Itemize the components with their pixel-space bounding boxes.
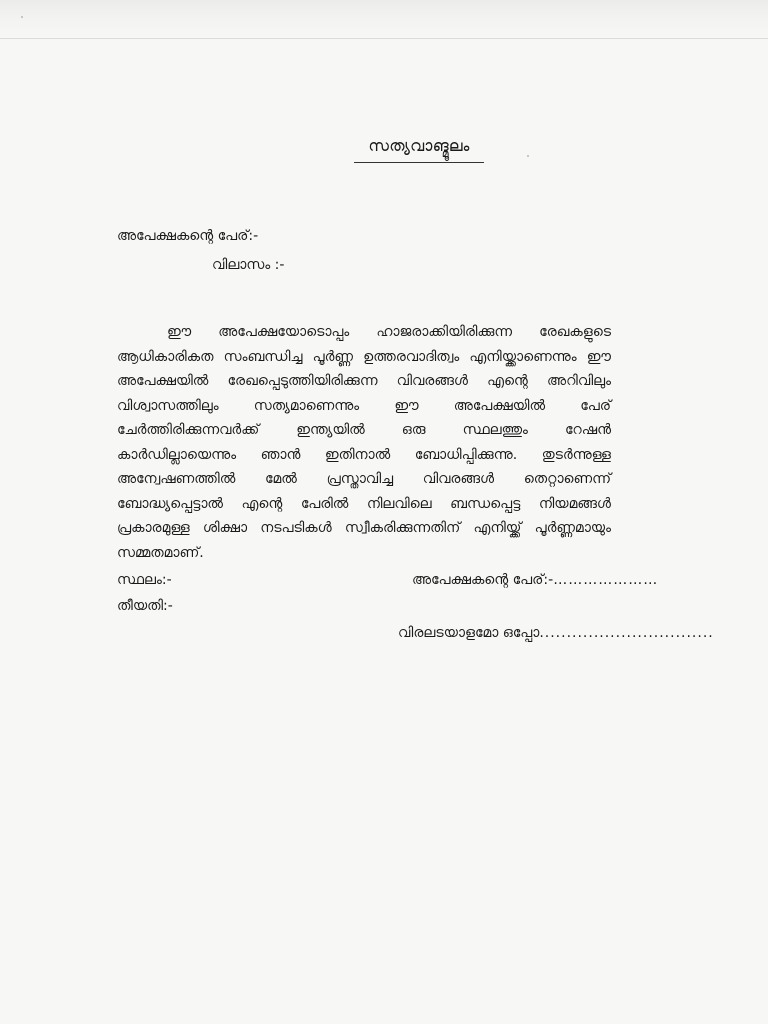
date-label: തീയതി:- (117, 598, 173, 614)
thumb-sign-line (398, 625, 714, 641)
thumb-sign-label: വിരലടയാളമോ ഒപ്പോ (398, 625, 540, 641)
signature-name-dots: ………………… (553, 572, 659, 588)
address-label: വിലാസം :- (212, 257, 285, 273)
title-underline (354, 162, 484, 163)
thumb-sign-dots: ................................ (539, 625, 714, 641)
applicant-name-label: അപേക്ഷകന്റെ പേര്:- (117, 228, 259, 244)
scan-speck (527, 155, 529, 157)
scan-speck (21, 16, 23, 18)
signature-name-line (412, 572, 658, 588)
place-label: സ്ഥലം:- (117, 572, 172, 588)
document-title: സത്യവാങ്മൂലം (368, 136, 470, 155)
signature-name-label: അപേക്ഷകന്റെ പേര്:- (412, 572, 554, 588)
declaration-paragraph: ഈ അപേക്ഷയോടൊപ്പം ഹാജരാക്കിയിരിക്കുന്ന രേഖകളുടെ ആധികാരികത സംബന്ധിച്ച പൂർണ്ണ ഉത്തരവാദിത്വം എനിയ്ക്കാണെന്നും ഈ അപേക്ഷയിൽ രേഖപ്പെടുത്തിയിരിക്കുന്ന വിവരങ്ങൾ എന്റെ അറിവിലും വിശ്വാസത്തിലും സത്യമാണെന്നും ഈ അപേക്ഷയിൽ പേര് ചേർത്തിരിക്കുന്നവർക്ക് ഇന്ത്യയിൽ ഒരു സ്ഥലത്തും റേഷൻ കാർഡില്ലായെന്നും ഞാൻ ഇതിനാൽ ബോധിപ്പിക്കുന്നു. തുടർന്നുള്ള അന്വേഷണത്തിൽ മേൽ പ്രസ്താവിച്ച വിവരങ്ങൾ തെറ്റാണെന്ന് ബോദ്ധ്യപ്പെട്ടാൽ എന്റെ പേരിൽ നിലവിലെ ബന്ധപ്പെട്ട നിയമങ്ങൾ പ്രകാരമുള്ള ശിക്ഷാ നടപടികൾ സ്വീകരിക്കുന്നതിന് എനിയ്ക്ക് പൂർണ്ണമായും സമ്മതമാണ്. (117, 324, 611, 561)
